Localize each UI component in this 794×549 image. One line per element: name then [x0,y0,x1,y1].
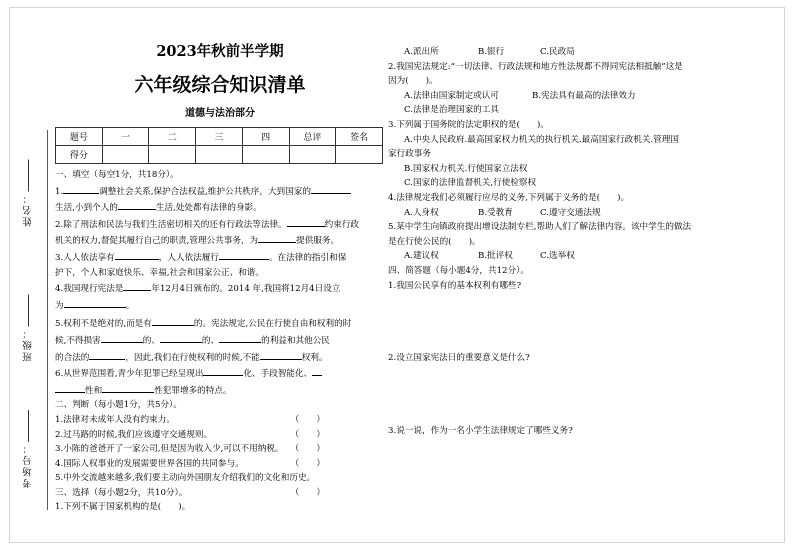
score-header-cell: 题号 [56,128,103,146]
score-cell[interactable] [289,146,336,164]
fill-q6: 6.从世界范围看,青少年犯罪已经呈现出 化、手段智能化、 [55,365,385,382]
option-cont: 家行政事务 [388,149,431,160]
title-year: 2023年秋前半学期 [156,43,284,60]
blank[interactable] [258,232,296,243]
blank[interactable] [63,183,99,194]
judge-item: 4.国际人权事业的发展需要世界各国的共同参与。 （ ） [55,457,385,472]
blank[interactable] [64,297,126,308]
choice-q2: 2.我国宪法规定:“一切法律、行政法规和地方性法规都不得同宪法相抵触”这是 [388,61,683,72]
left-column [55,35,385,515]
blank[interactable] [101,332,143,343]
score-header-cell: 三 [196,128,243,146]
choice-q2-options [388,89,723,104]
score-row-label: 得分 [56,146,103,164]
score-table [55,127,383,164]
blank[interactable] [203,365,243,376]
short-answer-q1: 1.我国公民享有的基本权利有哪些? [388,280,522,291]
right-column [388,45,723,488]
answer-space[interactable] [388,438,723,488]
answer-space[interactable] [388,293,723,351]
answer-paren[interactable]: （ ） [290,429,325,440]
option[interactable]: B.银行 [478,47,505,57]
option[interactable]: C.选举权 [540,251,575,262]
exam-no-field [22,410,44,488]
short-answer-q3: 3.说一说，作为一名小学生法律规定了哪些义务? [388,425,573,436]
short-answer-q2: 2.设立国家宪法日的重要意义是什么? [388,353,530,364]
blank[interactable] [115,249,159,260]
section-fill-blank [55,168,385,515]
blank[interactable] [260,349,302,360]
score-header-cell: 签名 [336,128,383,146]
choice-q5-cont: 是在行使公民的( )。 [388,236,481,247]
option[interactable]: C.国家的法律监督机关,行使检察权 [404,178,537,189]
score-cell[interactable] [242,146,289,164]
blank[interactable] [312,365,322,376]
option[interactable]: A.派出所 [404,47,439,57]
option[interactable]: A.法律由国家制定或认可 [404,90,499,101]
choice-q1: 1.下列不属于国家机构的是( )。 [55,502,191,513]
choice-q3: 3.下列属于国务院的法定职权的是( )。 [388,119,549,130]
option[interactable]: B.国家权力机关.行使国家立法权 [404,163,528,174]
blank[interactable] [102,382,154,393]
fill-q5-cont: 候,不得损害 的、 的、 的利益和其他公民 [55,332,385,349]
binding-margin [20,120,50,520]
option[interactable]: C.法律是治理国家的工具 [404,105,499,116]
section3-heading: 三、选择（每小题2分，共10分）。 [55,487,188,498]
choice-q5-options [388,249,723,264]
section1-heading: 一、填空（每空1分，共18分）。 [55,170,179,180]
answer-space[interactable] [388,366,723,424]
choice-q5: 5.某中学生向镇政府提出增设法制专栏,帮助人们了解法律内容。该中学生的做法 [388,222,692,233]
section4-heading: 四、简答题（每小题4分，共12分）。 [388,265,530,276]
answer-paren[interactable]: （ ） [290,414,325,425]
option[interactable]: B.宪法具有最高的法律效力 [532,90,636,101]
blank[interactable] [118,199,156,210]
choice-q4: 4.法律规定我们必须履行应尽的义务,下列属于义务的是( )。 [388,192,630,203]
choice-q4-options [388,206,723,221]
judge-item: 2.过马路的时候,我们应该遵守交通规则。 （ ） [55,428,385,443]
subject-title: 道德与法治部分 [185,108,255,119]
fill-q2: 2.除了刑法和民法与我们生活密切相关的还有行政法等法律。 约束行政 [55,216,385,233]
name-label: 姓名： [23,192,34,227]
blank[interactable] [219,249,269,260]
score-header-cell: 四 [242,128,289,146]
score-cell[interactable] [336,146,383,164]
page-title: 六年级综合知识清单 [134,74,306,96]
fill-q1: 1. 调整社会关系,保护合法权益,维护公共秩序，大到国家的 [55,183,385,200]
blank[interactable] [89,349,125,360]
option[interactable]: A.建议权 [404,251,439,262]
score-header-row [56,128,383,146]
judge-item: 5.中外交流越来越多,我们要主动向外国朋友介绍我们的文化和历史。 （ ） [55,471,385,486]
blank[interactable] [160,332,202,343]
choice-q1-options [388,45,723,60]
fill-q3: 3.人人依法享有 ，人人依法履行 。在法律的指引和保 [55,249,385,266]
fill-q5: 5.权利不是绝对的,而是有 的。宪法规定,公民在行使自由和权利的时 [55,315,385,332]
score-cell[interactable] [149,146,196,164]
score-header-cell: 二 [149,128,196,146]
score-row [56,146,383,164]
binding-line [47,130,48,510]
score-cell[interactable] [102,146,149,164]
fill-q6-cont: 性和 性犯罪增多的特点。 [55,382,385,399]
class-label: 班级： [23,327,34,362]
blank[interactable] [55,382,85,393]
judge-item: 3.小陈的爸爸开了一家公司,但是因为收入少,可以不用纳税。 （ ） [55,442,385,457]
option[interactable]: C.民政局 [540,47,575,57]
fill-q4-cont: 为 。 [55,297,385,314]
blank[interactable] [287,216,325,227]
choice-q2-cont: 因为( )。 [388,76,438,87]
option[interactable]: B.批评权 [478,251,513,262]
exam-no-label: 考场号： [23,442,34,488]
class-field [22,295,44,362]
score-header-cell: 总评 [289,128,336,146]
option[interactable]: C.遵守交通法规 [540,207,601,218]
blank[interactable] [219,332,261,343]
option[interactable]: B.受教育 [478,207,513,218]
blank[interactable] [152,315,194,326]
fill-q3-cont: 护下，个人和家庭快乐、幸福,社会和国家公正、和谐。 [55,267,264,278]
option[interactable]: A.人身权 [404,207,439,218]
fill-q4: 4.我国现行宪法是 年12月4日颁布的。2014 年,我国将12月4日设立 [55,280,385,297]
fill-q5-cont2: 的合法的 ，因此,我们在行使权利的时候,不能 权利。 [55,349,385,366]
fill-q1-cont: 生活,小到个人的 生活,处处都有法律的身影。 [55,199,385,216]
option[interactable]: A.中央人民政府.最高国家权力机关的执行机关.最高国家行政机关.管理国 [404,134,679,145]
judge-item: 1.法律对未成年人没有约束力。 （ ） [55,413,385,428]
blank[interactable] [123,280,151,291]
answer-paren[interactable]: （ ） [290,444,325,455]
score-cell[interactable] [196,146,243,164]
blank[interactable] [311,183,351,194]
answer-paren[interactable]: （ ） [290,458,325,469]
score-header-cell: 一 [102,128,149,146]
fill-q2-cont: 机关的权力,督促其履行自己的职责,管理公共事务，为 提供服务。 [55,232,385,249]
section2-heading: 二、判断（每小题1分，共5分）。 [55,400,182,411]
name-field [22,160,44,227]
answer-paren[interactable]: （ ） [290,487,325,498]
